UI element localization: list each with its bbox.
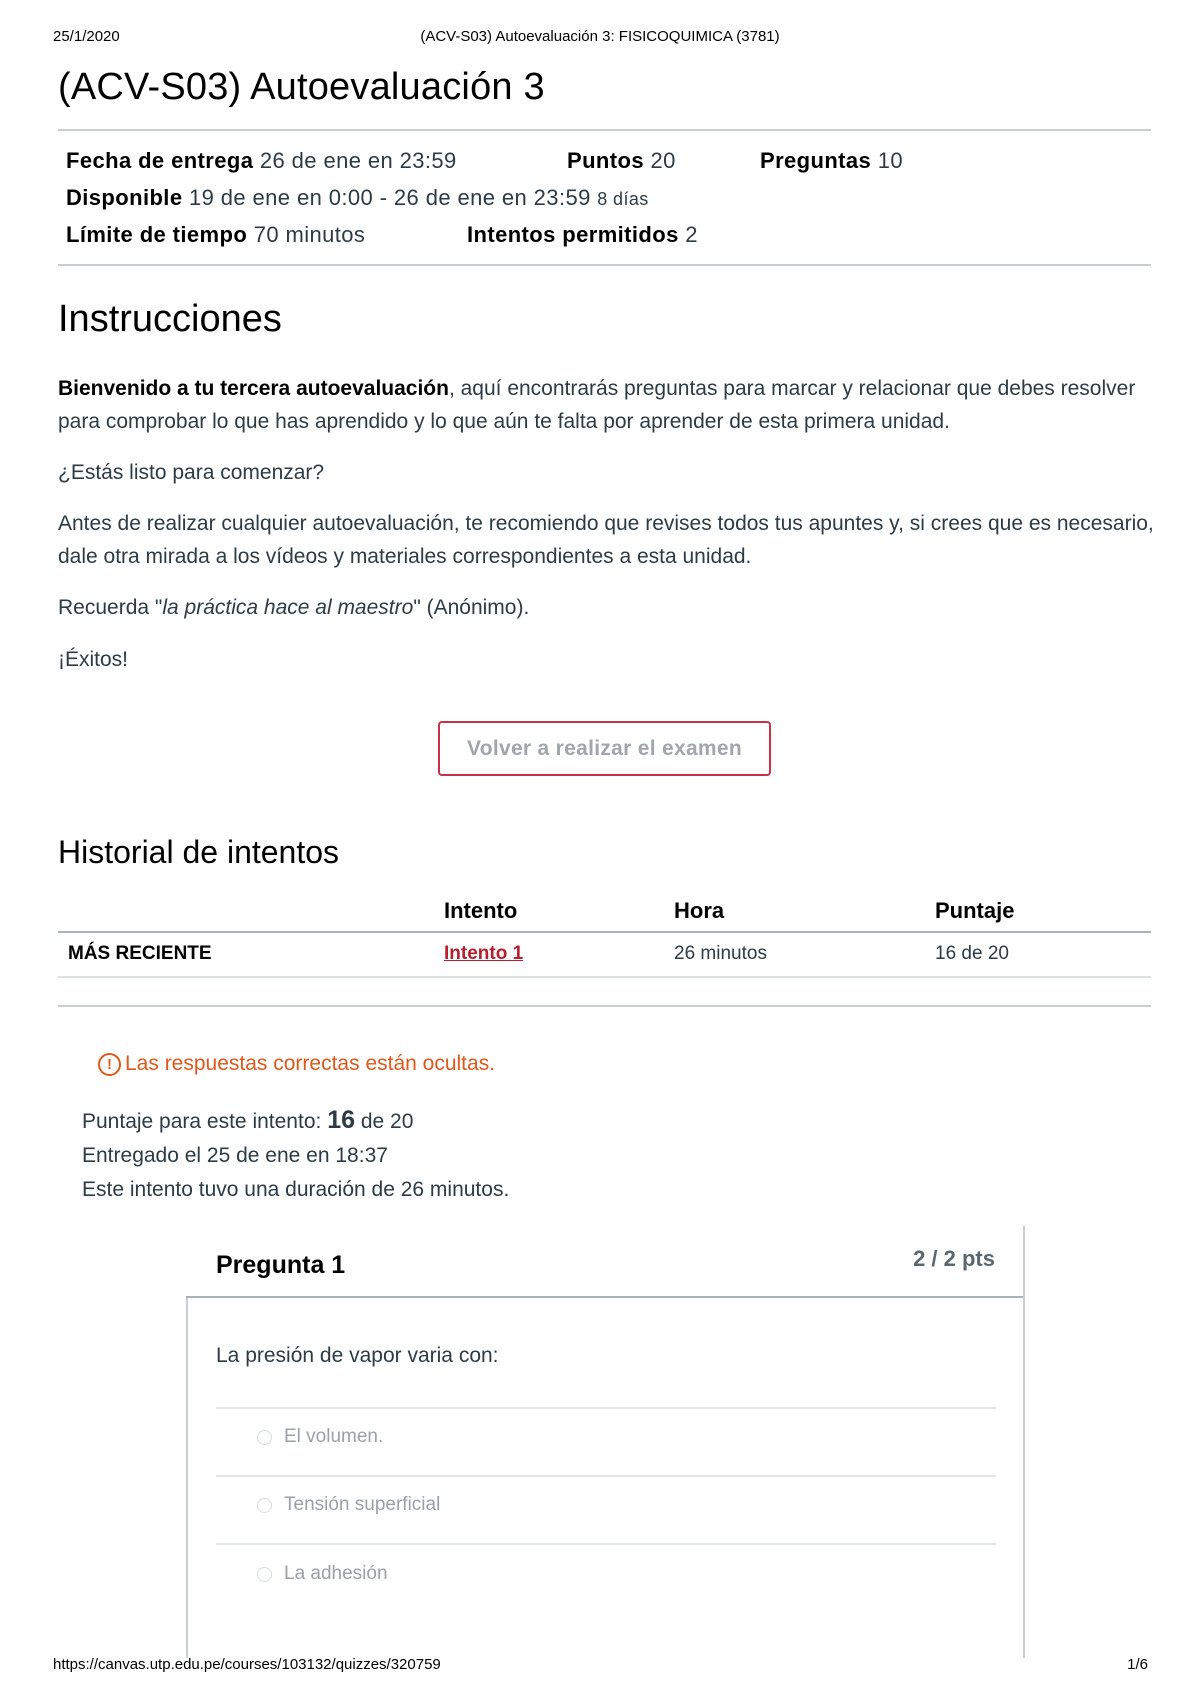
divider xyxy=(58,264,1151,266)
meta-available xyxy=(66,185,649,211)
answer-option xyxy=(257,1563,388,1585)
instructions-welcome: Bienvenido a tu tercera autoevaluación xyxy=(58,377,449,400)
radio-icon xyxy=(257,1498,272,1513)
attempt-score-label: Puntaje para este intento: xyxy=(82,1110,322,1133)
attempt-score-total: de 20 xyxy=(360,1110,414,1133)
instructions-heading: Instrucciones xyxy=(58,298,282,340)
instructions-paragraph xyxy=(58,372,1158,438)
option-divider xyxy=(216,1407,996,1409)
meta-available-days: 8 días xyxy=(597,189,649,209)
page-title: (ACV-S03) Autoevaluación 3 xyxy=(58,66,545,108)
option-divider xyxy=(216,1543,996,1545)
instructions-paragraph: Antes de realizar cualquier autoevaluación, te recomiendo que revises todos tus apuntes y, si crees que es necesario, dale otra mirada a los vídeos y materiales correspondientes a esta unidad. xyxy=(58,512,1154,568)
hidden-answers-notice xyxy=(98,1052,495,1076)
divider xyxy=(58,1005,1151,1007)
meta-questions xyxy=(760,148,903,174)
meta-time-limit xyxy=(66,222,365,248)
meta-questions-value: 10 xyxy=(877,148,903,173)
meta-time-limit-label: Límite de tiempo xyxy=(66,222,248,247)
history-row-label: MÁS RECIENTE xyxy=(68,943,212,964)
print-url: https://canvas.utp.edu.pe/courses/103132/quizzes/320759 xyxy=(53,1656,441,1673)
attempt-1-link[interactable]: Intento 1 xyxy=(444,943,524,964)
meta-questions-label: Preguntas xyxy=(760,148,872,173)
answer-option-label: La adhesión xyxy=(284,1563,388,1584)
retake-quiz-button[interactable]: Volver a realizar el examen xyxy=(438,721,771,776)
table-header-rule xyxy=(58,931,1151,933)
meta-points-value: 20 xyxy=(650,148,676,173)
question-points: 2 / 2 pts xyxy=(913,1246,995,1271)
quote-pre: Recuerda " xyxy=(58,596,163,619)
meta-available-label: Disponible xyxy=(66,185,183,210)
answer-option xyxy=(257,1494,440,1516)
history-row-score: 16 de 20 xyxy=(935,943,1009,964)
attempt-submitted: Entregado el 25 de ene en 18:37 xyxy=(82,1144,388,1167)
print-header xyxy=(0,28,1200,48)
attempt-score xyxy=(82,1106,413,1135)
option-divider xyxy=(216,1475,996,1477)
meta-due-value: 26 de ene en 23:59 xyxy=(259,148,457,173)
history-heading: Historial de intentos xyxy=(58,834,340,870)
instructions-paragraph: ¿Estás listo para comenzar? xyxy=(58,461,325,484)
meta-due-label: Fecha de entrega xyxy=(66,148,254,173)
attempt-duration: Este intento tuvo una duración de 26 minutos. xyxy=(82,1178,510,1201)
print-footer xyxy=(0,1656,1200,1676)
meta-time-limit-value: 70 minutos xyxy=(253,222,366,247)
history-row-time: 26 minutos xyxy=(674,943,767,964)
radio-icon xyxy=(257,1430,272,1445)
print-page-number: 1/6 xyxy=(1127,1656,1148,1673)
quote-italic: la práctica hace al maestro xyxy=(162,596,414,619)
meta-due xyxy=(66,148,457,174)
warning-circle-icon: ! xyxy=(98,1053,121,1076)
question-card-border xyxy=(186,1298,188,1658)
table-row-rule xyxy=(58,976,1151,978)
instructions-welcome-rest: , aquí encontrarás preguntas para marcar y relacionar que debes resolver para comprobar lo que has aprendido y lo que aún te falta por aprender de esta primera unidad. xyxy=(58,377,1136,433)
history-col-score: Puntaje xyxy=(935,898,1015,923)
history-col-attempt: Intento xyxy=(444,898,518,923)
radio-icon xyxy=(257,1567,272,1582)
question-text: La presión de vapor varia con: xyxy=(216,1344,499,1367)
question-title: Pregunta 1 xyxy=(216,1251,346,1279)
answer-option xyxy=(257,1426,383,1448)
attempt-score-value: 16 xyxy=(327,1106,355,1134)
meta-available-value: 19 de ene en 0:00 - 26 de ene en 23:59 xyxy=(188,185,591,210)
meta-attempts xyxy=(467,222,698,248)
print-date: 25/1/2020 xyxy=(53,28,120,45)
meta-points xyxy=(567,148,676,174)
meta-points-label: Puntos xyxy=(567,148,644,173)
question-header xyxy=(186,1226,1023,1298)
divider xyxy=(58,129,1151,131)
answer-option-label: Tensión superficial xyxy=(284,1494,441,1515)
instructions-quote xyxy=(58,591,1158,624)
quote-post: " (Anónimo). xyxy=(413,596,530,619)
history-col-time: Hora xyxy=(674,898,725,923)
print-doc-title: (ACV-S03) Autoevaluación 3: FISICOQUIMICA (3781) xyxy=(420,28,780,45)
hidden-answers-text: Las respuestas correctas están ocultas. xyxy=(125,1052,496,1075)
instructions-paragraph: ¡Éxitos! xyxy=(58,648,129,671)
meta-attempts-value: 2 xyxy=(685,222,698,247)
question-card xyxy=(186,1226,1025,1658)
meta-attempts-label: Intentos permitidos xyxy=(467,222,679,247)
answer-option-label: El volumen. xyxy=(284,1426,384,1447)
